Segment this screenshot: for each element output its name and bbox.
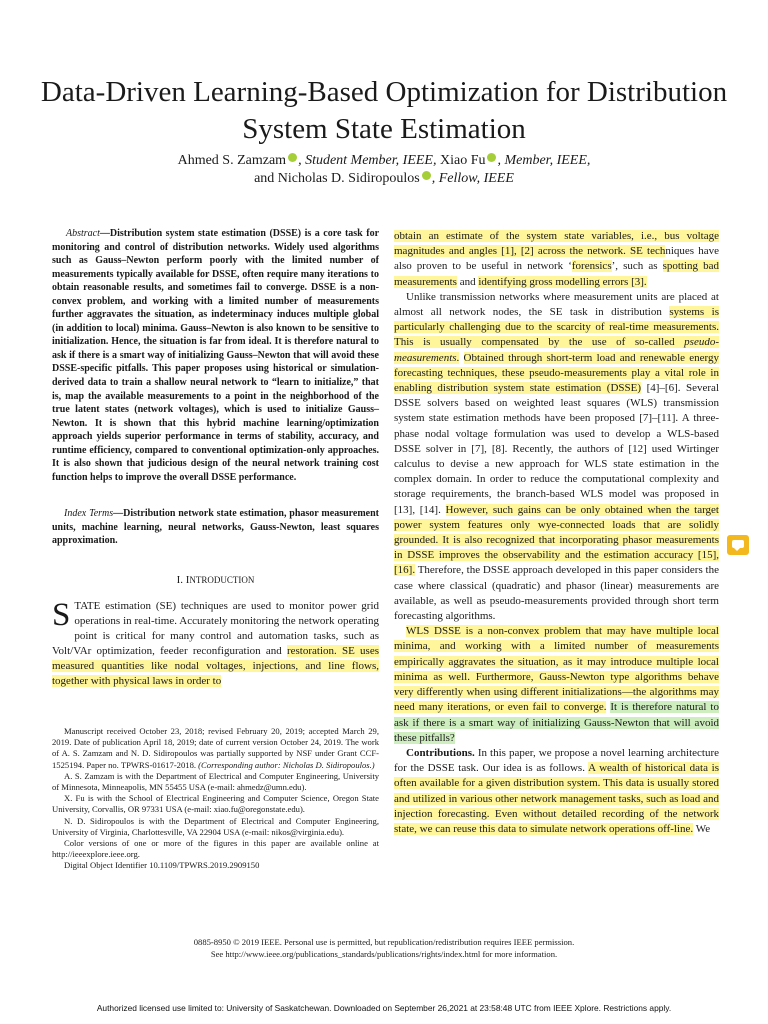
highlight[interactable]: obtain an estimate of the system state variables, i.e., bus voltage magnitudes and angles [1], [2] across the network. SE tech [394, 230, 719, 258]
orcid-icon[interactable] [288, 153, 297, 162]
author-role: , Student Member, IEEE, [298, 153, 437, 168]
comment-note-icon[interactable] [727, 535, 749, 555]
authorized-use-banner: Authorized licensed use limited to: University of Saskatchewan. Downloaded on September 26,2021 at 23:58:48 UTC from IEEE Xplore. Restrictions apply. [96, 1003, 672, 1013]
author-list [40, 152, 728, 188]
footnote: X. Fu is with the School of Electrical Engineering and Computer Science, Oregon State University, Corvallis, OR 97331 USA (e-mail: xiao.fu@oregonstate.edu). [52, 793, 379, 815]
paragraph: Contributions. In this paper, we propose a novel learning architecture for the DSSE task. Our idea is as follows. A wealth of historical data is often available for a given distribution system. This data is usually stored and utilized in various other network management tasks, such as load and injection forecasting. Even without detailed recording of the network state, we can reuse this data to simulate network operations off-line. We [394, 746, 720, 835]
highlight[interactable]: systems is particularly challenging due to the scarcity of real-time measurements. This is usually compensated by the use of so-called pseudo-measurements. [394, 306, 719, 364]
right-column-text [394, 229, 719, 837]
highlight[interactable]: restoration. SE uses measured quantities like nodal voltages, injections, and line flows, together with physical laws in order to [52, 645, 379, 687]
orcid-icon[interactable] [487, 153, 496, 162]
introduction-text: STATE estimation (SE) techniques are used to monitor power grid operations in real-time. Accurately monitoring the network operating point is critical for many control and automation tasks, such as Volt/VAr optimization, feeder reconfiguration and restoration. SE uses measured quantities like nodal voltages, injections, and line flows, together with physical laws in order to [52, 597, 379, 687]
paragraph: Unlike transmission networks where measurement units are placed at almost all network nodes, the SE task in distribution systems is particularly challenging due to the scarcity of real-time measurements. This is usually compensated by the use of so-called pseudo-measurements. Obtained through short-term load and renewable energy forecasting techniques, these pseudo-measurements play a vital role in enabling distribution system state estimation (DSSE) [4]–[6]. Several DSSE solvers based on weighted least squares (WLS) transmission system state estimation methods have been proposed [7]–[11]. A three-phase nodal voltage formulation was used to develop a WLS-based DSSE solver in [7], [8]. Recently, the authors of [12] used Wirtinger calculus to devise a new approach for WLS state estimation in the complex domain. In order to reduce the computational complexity and storage requirements, the branch-based WLS model was proposed in [13], [14]. However, such gains can be only obtained when the target power system features only wye-connected loads that are solidly grounded. It is also recognized that incorporating phasor measurements in DSSE improves the observability and the estimation accuracy [15], [16]. Therefore, the DSSE approach developed in this paper considers the case where classical (quadratic) and phasor (linear) measurements are available, as well as pseudo-measurements provided through short term forecasting algorithms. [394, 290, 720, 623]
section-heading: I. INTRODUCTION [176, 574, 255, 586]
index-terms [52, 507, 379, 548]
author-role: , Fellow, IEEE [431, 171, 514, 186]
author-name: Xiao Fu [439, 153, 486, 168]
author-name: and Nicholas D. Sidiropoulos [254, 171, 420, 186]
highlight-green[interactable]: It is therefore natural to ask if there is a smart way of initializing Gauss-Newton that will avoid these pitfalls? [394, 701, 719, 744]
highlight[interactable]: A wealth of historical data is often available for a given distribution system. This data is usually stored and utilized in various other network management tasks, such as load and injection forecasting. Even without detailed recording of the network state, we can reuse this data to simulate network operations off-line. [394, 762, 720, 835]
footnote: Digital Object Identifier 10.1109/TPWRS.2019.2909150 [64, 860, 260, 871]
orcid-icon[interactable] [422, 171, 431, 180]
footnote: N. D. Sidiropoulos is with the Department of Electrical and Computer Engineering, University of Virginia, Charlottesville, VA 22904 USA (e-mail: nikos@virginia.edu). [52, 815, 379, 837]
paper-title: Data-Driven Learning-Based Optimization for Distribution System State Estimation [40, 76, 728, 145]
index-terms-label: Index Terms [64, 508, 114, 519]
paragraph: obtain an estimate of the system state variables, i.e., bus voltage magnitudes and angles [1], [2] across the network. SE techniques have also proven to be useful in network ‘forensics’, such as spotting bad measurements and identifying gross modelling errors [3]. [394, 230, 719, 288]
footnote: Color versions of one or more of the figures in this paper are available online at http://ieeexplore.ieee.org. [52, 838, 379, 860]
highlight[interactable]: spotting bad measurements [394, 260, 719, 288]
highlight[interactable]: Obtained through short-term load and renewable energy forecasting techniques, these pseudo-measurements play a vital role in enabling distribution system state estimation (DSSE) [394, 351, 719, 395]
author-role: , Member, IEEE, [497, 153, 591, 168]
footnote: A. S. Zamzam is with the Department of Electrical and Computer Engineering, University of Minnesota, Minneapolis, MN 55455 USA (e-mail: ahmedz@umn.edu). [52, 770, 379, 793]
paragraph [394, 624, 719, 746]
highlight[interactable]: forensics [571, 260, 612, 273]
copyright-notice: 0885-8950 © 2019 IEEE. Personal use is permitted, but republication/redistribution requires IEEE permission. See http://www.ieee.org/publications_standards/publications/rights/index.html for more information. [193, 937, 575, 959]
abstract-label: Abstract [66, 228, 100, 239]
footnotes: Manuscript received October 23, 2018; revised February 20, 2019; accepted March 29, 2019. Date of publication April 18, 2019; date of current version October 24, 2019. The work of A. S. Zamzam and N. D. Sidiropoulos was partially supported by NSF under Grant CCF-1525194. Paper no. TPWRS-01617-2018. (Corresponding author: Nicholas D. Sidiropoulos.) A. S. Zamzam is with the Department of Electrical and Computer Engineering, University of Minnesota, Minneapolis, MN 55455 USA (e-mail: ahmedz@umn.edu). X. Fu is with the School of Electrical Engineering and Computer Science, Oregon State University, Corvallis, OR 97331 USA (e-mail: xiao.fu@oregonstate.edu). N. D. Sidiropoulos is with the Department of Electrical and Computer Engineering, University of Virginia, Charlottesville, VA 22904 USA (e-mail: nikos@virginia.edu). Color versions of one or more of the figures in this paper are available online at http://ieeexplore.ieee.org. Digital Object Identifier 10.1109/TPWRS.2019.2909150 [52, 726, 379, 871]
highlight[interactable]: identifying gross modelling errors [3]. [478, 275, 647, 288]
drop-cap: S [52, 597, 71, 633]
highlight[interactable]: However, such gains can be only obtained when the target power system features only wye-connected loads that are solidly grounded. It is also recognized that incorporating phasor measurements in DSSE improves the observability and the estimation accuracy [15], [16]. [394, 503, 719, 577]
abstract-text: —Distribution system state estimation (DSSE) is a core task for monitoring and control of distribution networks. Widely used algorithms such as Gauss–Newton perform poorly with the limited number of measurements typically available for DSSE, often require many iterations to obtain reasonable results, and sometimes fail to converge. DSSE is a non-convex problem, and working with a limited number of measurements further aggravates the situation, as indeterminacy induces multiple global (in addition to local) minima. Gauss–Newton is also known to be sensitive to initialization. Hence, the situation is far from ideal. It is therefore natural to ask if there is a smart way of initializing Gauss–Newton that will avoid these DSSE-specific pitfalls. This paper proposes using historical or simulation-derived data to train a shallow neural network to “learn to initialize,” that is, map the available measurements to a point in the neighborhood of the true latent states (network voltages), which is used to initialize Gauss–Newton. It is shown that this hybrid machine learning/optimization approach yields superior performance in terms of stability, accuracy, and runtime efficiency, compared to conventional optimization-only approaches. It is also shown that judicious design of the neural network training cost function helps to improve the overall DSSE performance. [52, 228, 380, 483]
index-terms-text: —Distribution network state estimation, phasor measurement units, machine learning, neural networks, Gauss-Newton, least squares approximation. [52, 508, 380, 546]
author-name: Ahmed S. Zamzam [177, 153, 287, 168]
abstract [52, 227, 379, 484]
highlight[interactable]: WLS DSSE is a non-convex problem that may have multiple local minima, and working with a limited number of measurements empirically aggravates the situation, as it may introduce multiple local minima as well. Furthermore, Gauss-Newton type algorithms behave very differently when using different initializations—the algorithms may need many iterations, or even fail to converge. [394, 625, 719, 714]
